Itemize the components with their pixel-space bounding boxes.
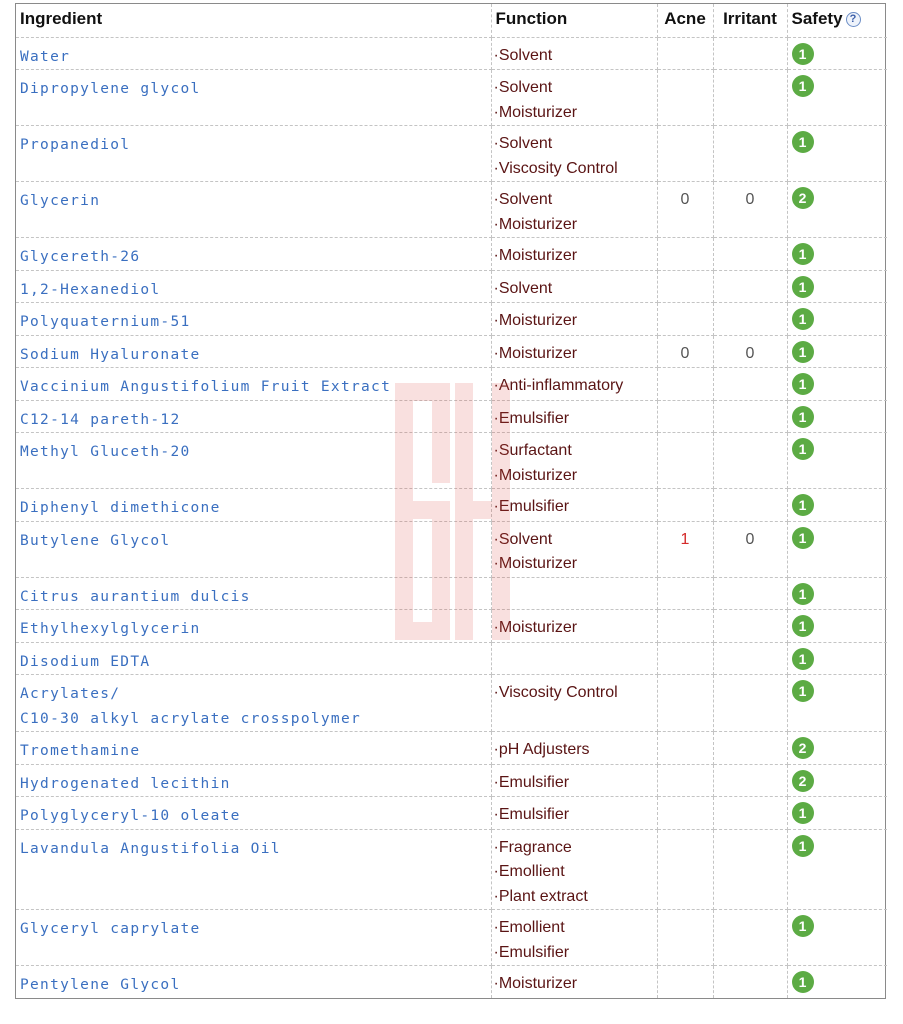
- function-cell: [491, 642, 657, 675]
- function-cell: [491, 433, 657, 489]
- safety-badge: 1: [792, 43, 814, 65]
- table-row: [16, 182, 887, 238]
- function-item: · Anti-inflammatory: [494, 374, 657, 399]
- table-row: [16, 400, 887, 433]
- acne-score: [657, 732, 713, 765]
- table-row: [16, 764, 887, 797]
- safety-badge: 1: [792, 527, 814, 549]
- function-item: · pH Adjusters: [494, 738, 657, 763]
- function-cell: [491, 182, 657, 238]
- function-cell: [491, 521, 657, 577]
- help-icon[interactable]: ?: [846, 12, 861, 27]
- header-irritant: Irritant: [713, 4, 787, 37]
- table-row: [16, 270, 887, 303]
- safety-badge: 1: [792, 648, 814, 670]
- acne-score: [657, 764, 713, 797]
- irritant-score: [713, 966, 787, 998]
- ingredient-name-link[interactable]: 1,2-Hexanediol: [20, 281, 161, 298]
- ingredient-name-link[interactable]: Hydrogenated lecithin: [20, 775, 231, 792]
- ingredient-name-link[interactable]: Glycereth-26: [20, 249, 141, 265]
- function-cell: [491, 675, 657, 732]
- irritant-score: [713, 368, 787, 401]
- acne-score: [657, 675, 713, 732]
- safety-badge: 1: [792, 308, 814, 330]
- safety-badge: 2: [792, 737, 814, 759]
- safety-cell: [787, 910, 887, 966]
- ingredient-cell[interactable]: [16, 642, 491, 675]
- irritant-score: [713, 400, 787, 433]
- ingredient-cell[interactable]: [16, 910, 491, 966]
- safety-cell: [787, 335, 887, 368]
- function-item: · Moisturizer: [494, 101, 657, 126]
- irritant-score: [713, 829, 787, 910]
- header-acne: Acne: [657, 4, 713, 37]
- ingredient-cell[interactable]: [16, 764, 491, 797]
- table-row: [16, 642, 887, 675]
- function-item: · Viscosity Control: [494, 157, 657, 182]
- ingredient-cell[interactable]: [16, 797, 491, 830]
- safety-badge: 1: [792, 583, 814, 605]
- ingredient-table-container: [15, 3, 886, 999]
- irritant-score: [713, 37, 787, 70]
- function-item: · Solvent: [494, 44, 657, 69]
- acne-score: [657, 368, 713, 401]
- function-cell: [491, 577, 657, 610]
- ingredient-cell[interactable]: [16, 70, 491, 126]
- acne-score: [657, 433, 713, 489]
- irritant-score: 0: [713, 521, 787, 577]
- irritant-score: [713, 732, 787, 765]
- function-item: · Moisturizer: [494, 972, 657, 997]
- table-row: [16, 577, 887, 610]
- table-row: [16, 335, 887, 368]
- ingredient-name-link[interactable]: Diphenyl dimethicone: [20, 500, 221, 516]
- function-cell: [491, 303, 657, 336]
- table-row: [16, 910, 887, 966]
- safety-cell: [787, 675, 887, 732]
- irritant-score: [713, 489, 787, 522]
- safety-cell: [787, 521, 887, 577]
- function-item: · Emulsifier: [494, 407, 657, 432]
- function-item: · Plant extract: [494, 885, 657, 910]
- safety-badge: 1: [792, 276, 814, 298]
- irritant-score: [713, 675, 787, 732]
- safety-cell: [787, 732, 887, 765]
- function-item: · Moisturizer: [494, 342, 657, 367]
- table-row: [16, 966, 887, 998]
- irritant-score: [713, 910, 787, 966]
- safety-badge: 1: [792, 75, 814, 97]
- safety-badge: 2: [792, 770, 814, 792]
- safety-badge: 1: [792, 243, 814, 265]
- table-row: [16, 238, 887, 271]
- safety-badge: 2: [792, 187, 814, 209]
- table-row: [16, 368, 887, 401]
- ingredient-cell[interactable]: [16, 238, 491, 271]
- safety-badge: 1: [792, 494, 814, 516]
- function-item: · Emollient: [494, 860, 657, 885]
- safety-cell: [787, 829, 887, 910]
- acne-score: [657, 829, 713, 910]
- header-ingredient: Ingredient: [16, 4, 491, 37]
- function-item: · Emulsifier: [494, 803, 657, 828]
- ingredient-cell[interactable]: [16, 433, 491, 489]
- function-item: · Solvent: [494, 76, 657, 101]
- ingredient-cell[interactable]: [16, 829, 491, 910]
- function-item: · Solvent: [494, 188, 657, 213]
- safety-cell: [787, 126, 887, 182]
- table-row: [16, 433, 887, 489]
- safety-badge: 1: [792, 615, 814, 637]
- ingredient-cell[interactable]: [16, 675, 491, 732]
- function-item: · Moisturizer: [494, 464, 657, 489]
- function-item: · Emollient: [494, 916, 657, 941]
- acne-score: [657, 910, 713, 966]
- table-header-row: [16, 4, 887, 37]
- safety-cell: [787, 303, 887, 336]
- ingredient-name-link[interactable]: Glycerin: [20, 193, 101, 209]
- irritant-score: [713, 126, 787, 182]
- safety-badge: 1: [792, 680, 814, 702]
- safety-cell: [787, 182, 887, 238]
- function-cell: [491, 732, 657, 765]
- ingredient-name-link[interactable]: Citrus aurantium dulcis: [20, 588, 251, 605]
- safety-cell: [787, 966, 887, 998]
- table-row: [16, 732, 887, 765]
- header-function: Function: [491, 4, 657, 37]
- ingredient-cell[interactable]: [16, 521, 491, 577]
- function-cell: [491, 270, 657, 303]
- irritant-score: [713, 303, 787, 336]
- table-row: [16, 489, 887, 522]
- ingredient-name-link[interactable]: Dipropylene glycol: [20, 81, 201, 97]
- acne-score: [657, 610, 713, 643]
- function-cell: [491, 238, 657, 271]
- safety-badge: 1: [792, 835, 814, 857]
- acne-score: [657, 966, 713, 998]
- safety-badge: 1: [792, 438, 814, 460]
- safety-cell: [787, 270, 887, 303]
- acne-score: [657, 797, 713, 830]
- ingredient-name-link[interactable]: Methyl Gluceth-20: [20, 444, 191, 460]
- function-item: · Solvent: [494, 528, 657, 553]
- function-item: · Viscosity Control: [494, 681, 657, 706]
- safety-badge: 1: [792, 971, 814, 993]
- header-safety: [787, 4, 887, 37]
- safety-cell: [787, 238, 887, 271]
- function-item: · Fragrance: [494, 836, 657, 861]
- ingredient-cell[interactable]: [16, 577, 491, 610]
- function-item: · Moisturizer: [494, 552, 657, 577]
- function-cell: [491, 126, 657, 182]
- irritant-score: [713, 797, 787, 830]
- acne-score: [657, 270, 713, 303]
- ingredient-name-link[interactable]: Glyceryl caprylate: [20, 921, 201, 937]
- acne-score: [657, 400, 713, 433]
- ingredient-name-link[interactable]: Lavandula Angustifolia Oil: [20, 840, 281, 857]
- ingredient-cell[interactable]: [16, 368, 491, 401]
- safety-badge: 1: [792, 373, 814, 395]
- function-cell: [491, 70, 657, 126]
- irritant-score: 0: [713, 335, 787, 368]
- function-cell: [491, 797, 657, 830]
- function-item: · Moisturizer: [494, 244, 657, 269]
- ingredient-cell[interactable]: [16, 400, 491, 433]
- function-cell: [491, 335, 657, 368]
- acne-score: [657, 238, 713, 271]
- safety-cell: [787, 797, 887, 830]
- ingredient-cell[interactable]: [16, 270, 491, 303]
- ingredient-cell[interactable]: [16, 489, 491, 522]
- table-row: [16, 797, 887, 830]
- function-cell: [491, 610, 657, 643]
- function-cell: [491, 489, 657, 522]
- ingredient-name-link[interactable]: C12-14 pareth-12: [20, 411, 181, 428]
- ingredient-cell[interactable]: [16, 966, 491, 998]
- ingredient-table: [16, 4, 887, 998]
- function-cell: [491, 400, 657, 433]
- safety-cell: [787, 642, 887, 675]
- ingredient-name-link[interactable]: Polyglyceryl-10 oleate: [20, 808, 241, 824]
- irritant-score: [713, 577, 787, 610]
- function-item: · Emulsifier: [494, 941, 657, 966]
- header-safety-label: Safety: [791, 9, 843, 28]
- acne-score: 0: [657, 182, 713, 238]
- irritant-score: [713, 238, 787, 271]
- ingredient-cell[interactable]: [16, 610, 491, 643]
- function-cell: [491, 910, 657, 966]
- ingredient-name-link[interactable]: Tromethamine: [20, 743, 141, 759]
- safety-cell: [787, 400, 887, 433]
- safety-cell: [787, 70, 887, 126]
- acne-score: 0: [657, 335, 713, 368]
- safety-badge: 1: [792, 802, 814, 824]
- function-item: · Emulsifier: [494, 771, 657, 796]
- acne-score: [657, 70, 713, 126]
- irritant-score: [713, 764, 787, 797]
- ingredient-name-link[interactable]: Vaccinium Angustifolium Fruit Extract: [20, 379, 392, 395]
- function-item: · Solvent: [494, 277, 657, 302]
- function-item: · Solvent: [494, 132, 657, 157]
- safety-badge: 1: [792, 406, 814, 428]
- function-cell: [491, 764, 657, 797]
- safety-cell: [787, 577, 887, 610]
- table-row: [16, 829, 887, 910]
- function-cell: [491, 829, 657, 910]
- safety-badge: 1: [792, 131, 814, 153]
- safety-cell: [787, 489, 887, 522]
- safety-cell: [787, 610, 887, 643]
- function-item: · Surfactant: [494, 439, 657, 464]
- acne-score: [657, 126, 713, 182]
- ingredient-name-link[interactable]: Ethylhexylglycerin: [20, 621, 201, 637]
- ingredient-name-link[interactable]: Acrylates/: [20, 686, 121, 702]
- irritant-score: [713, 270, 787, 303]
- ingredient-name-link[interactable]: Sodium Hyaluronate: [20, 346, 201, 363]
- irritant-score: 0: [713, 182, 787, 238]
- ingredient-cell[interactable]: [16, 335, 491, 368]
- acne-score: [657, 303, 713, 336]
- safety-cell: [787, 37, 887, 70]
- ingredient-cell[interactable]: [16, 126, 491, 182]
- ingredient-cell[interactable]: [16, 303, 491, 336]
- irritant-score: [713, 433, 787, 489]
- function-cell: [491, 368, 657, 401]
- safety-cell: [787, 433, 887, 489]
- ingredient-name-link[interactable]: Polyquaternium-51: [20, 314, 191, 330]
- function-cell: [491, 966, 657, 998]
- irritant-score: [713, 642, 787, 675]
- table-row: [16, 37, 887, 70]
- table-row: [16, 303, 887, 336]
- safety-cell: [787, 764, 887, 797]
- table-row: [16, 70, 887, 126]
- acne-score: [657, 642, 713, 675]
- function-item: · Emulsifier: [494, 495, 657, 520]
- function-cell: [491, 37, 657, 70]
- acne-score: [657, 37, 713, 70]
- safety-badge: 1: [792, 915, 814, 937]
- function-item: · Moisturizer: [494, 309, 657, 334]
- ingredient-name-link[interactable]: Water: [20, 48, 71, 65]
- table-row: [16, 675, 887, 732]
- function-item: · Moisturizer: [494, 616, 657, 641]
- irritant-score: [713, 610, 787, 643]
- ingredient-name-link[interactable]: C10-30 alkyl acrylate crosspolymer: [20, 710, 362, 727]
- ingredient-cell[interactable]: [16, 37, 491, 70]
- irritant-score: [713, 70, 787, 126]
- function-item: · Moisturizer: [494, 213, 657, 238]
- ingredient-name-link[interactable]: Pentylene Glycol: [20, 977, 181, 993]
- ingredient-name-link[interactable]: Disodium EDTA: [20, 653, 151, 670]
- acne-score: [657, 577, 713, 610]
- acne-score: 1: [657, 521, 713, 577]
- table-row: [16, 521, 887, 577]
- ingredient-name-link[interactable]: Butylene Glycol: [20, 532, 171, 549]
- ingredient-cell[interactable]: [16, 732, 491, 765]
- acne-score: [657, 489, 713, 522]
- ingredient-cell[interactable]: [16, 182, 491, 238]
- safety-cell: [787, 368, 887, 401]
- table-row: [16, 610, 887, 643]
- ingredient-name-link[interactable]: Propanediol: [20, 137, 131, 153]
- safety-badge: 1: [792, 341, 814, 363]
- table-row: [16, 126, 887, 182]
